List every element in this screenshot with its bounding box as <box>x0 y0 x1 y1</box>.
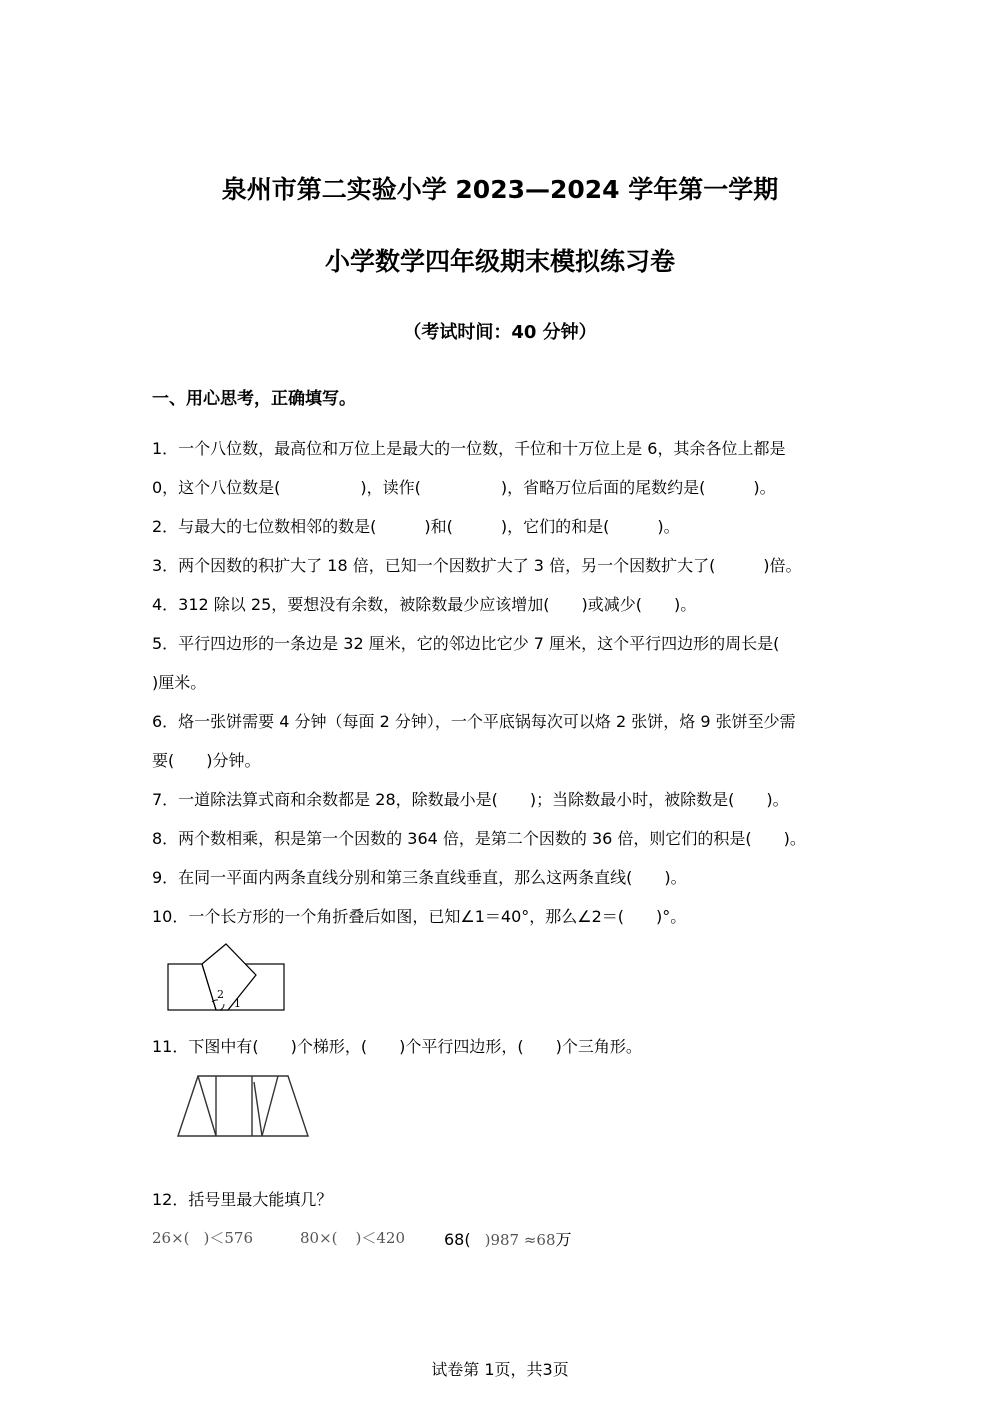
question-5-line-1: 5．平行四边形的一条边是 32 厘米，它的邻边比它少 7 厘米，这个平行四边形的周长是( <box>152 634 780 653</box>
question-3: 3．两个因数的积扩大了 18 倍，已知一个因数扩大了 3 倍，另一个因数扩大了( )倍。 <box>152 556 802 575</box>
folded-rectangle-figure <box>160 940 300 1016</box>
question-4: 4．312 除以 25，要想没有余数，被除数最少应该增加( )或减少( )。 <box>152 595 697 614</box>
page-title-line1: 泉州市第二实验小学 2023—2024 学年第一学期 <box>221 175 779 204</box>
question-9: 9．在同一平面内两条直线分别和第三条直线垂直，那么这两条直线( )。 <box>152 868 687 887</box>
angle-2-label: 2 <box>217 988 224 1001</box>
section-heading: 一、用心思考，正确填写。 <box>152 389 356 409</box>
segment-a <box>198 1076 216 1136</box>
q12-item-1-left: 26×( <box>152 1229 190 1247</box>
folded-corner <box>202 944 256 1010</box>
trapezoid-figure <box>170 1070 315 1142</box>
q12-item-3-left: 68( <box>444 1230 471 1249</box>
q12-item-1 <box>152 1227 253 1248</box>
question-6-line-1: 6．烙一张饼需要 4 分钟（每面 2 分钟），一个平底锅每次可以烙 2 张饼，烙 9 张饼至少需 <box>152 712 796 731</box>
page-footer: 试卷第 1页，共3页 <box>431 1360 569 1379</box>
outer-trapezoid <box>178 1076 308 1136</box>
exam-time: （考试时间：40 分钟） <box>403 322 597 343</box>
segment-e <box>262 1076 278 1136</box>
question-1-line-1: 1．一个八位数，最高位和万位上是最大的一位数，千位和十万位上是 6，其余各位上都是 <box>152 439 786 458</box>
question-1-line-2: 0，这个八位数是( )，读作( )，省略万位后面的尾数约是( )。 <box>152 478 776 497</box>
q12-item-3-mid: )987 ≈68 <box>484 1231 556 1249</box>
q12-item-3 <box>444 1227 572 1250</box>
question-12: 12．括号里最大能填几？ <box>152 1190 333 1209</box>
page-title-line2: 小学数学四年级期末模拟练习卷 <box>324 247 675 276</box>
q12-item-2 <box>300 1227 405 1248</box>
segment-d <box>254 1082 262 1136</box>
q12-item-2-right: )＜420 <box>355 1229 405 1247</box>
q12-item-3-right: 万 <box>555 1230 572 1249</box>
question-8: 8．两个数相乘，积是第一个因数的 364 倍，是第二个因数的 36 倍，则它们的积是( )。 <box>152 829 806 848</box>
question-6-line-2: 要( )分钟。 <box>152 751 261 770</box>
question-11: 11．下图中有( )个梯形，( )个平行四边形，( )个三角形。 <box>152 1037 642 1056</box>
question-10: 10．一个长方形的一个角折叠后如图，已知∠1＝40°，那么∠2＝( )°。 <box>152 907 687 926</box>
q12-item-1-right: )＜576 <box>203 1229 253 1247</box>
question-7: 7．一道除法算式商和余数都是 28，除数最小是( )；当除数最小时，被除数是( )。 <box>152 790 789 809</box>
question-2: 2．与最大的七位数相邻的数是( )和( )，它们的和是( )。 <box>152 517 680 536</box>
q12-item-2-left: 80×( <box>300 1229 338 1247</box>
angle-1-label: 1 <box>234 997 241 1010</box>
question-5-line-2: )厘米。 <box>152 673 207 692</box>
